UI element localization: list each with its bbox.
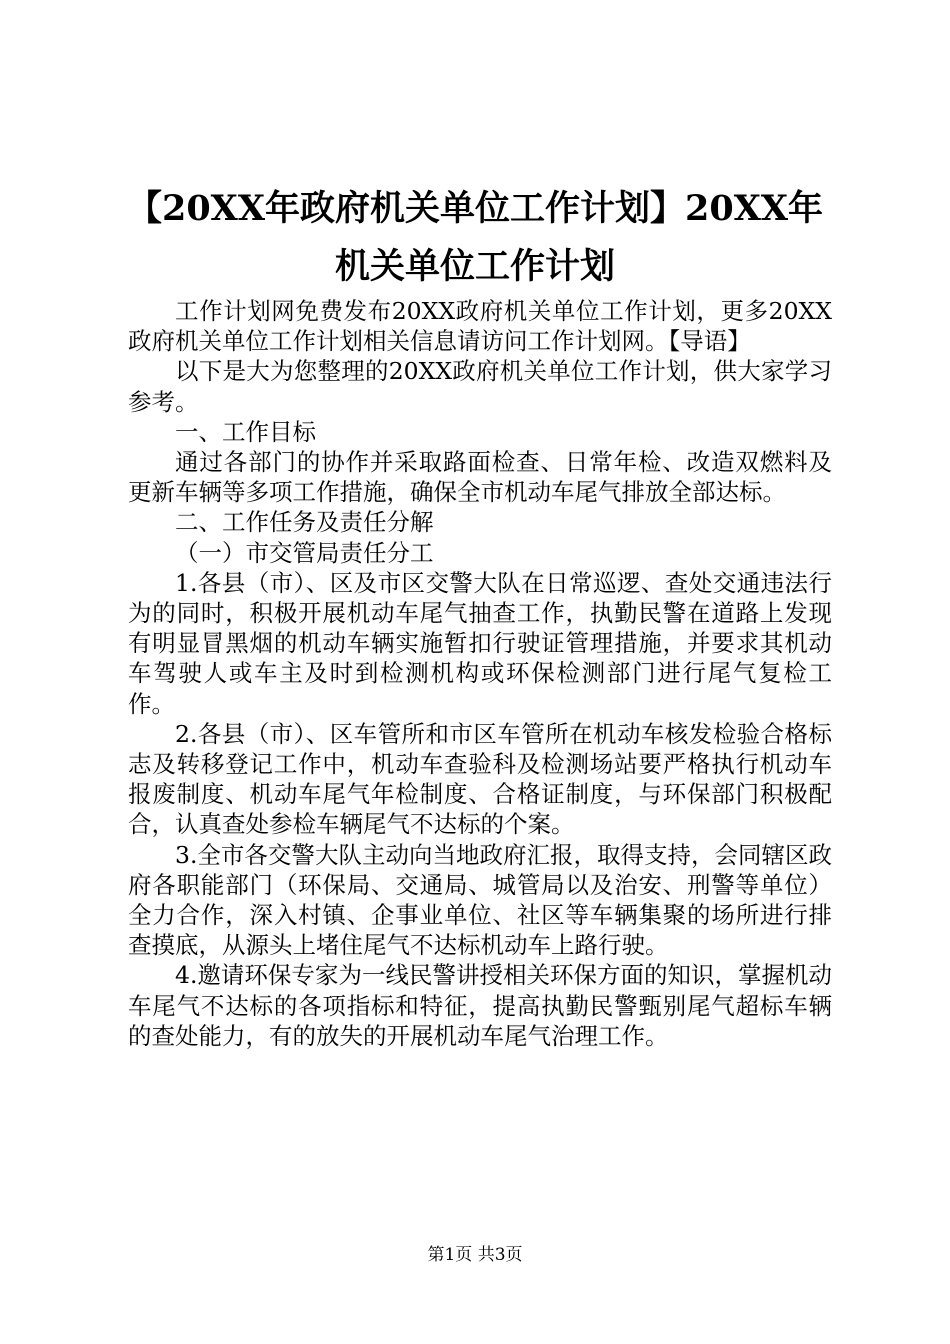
paragraph-item-2: 2.各县（市）、区车管所和市区车管所在机动车核发检验合格标志及转移登记工作中，机动车查验科及检测场站要严格执行机动车报废制度、机动车尾气年检制度、合格证制度，与环保部门积极配合，认真查处参检车辆尾气不达标的个案。 [128, 719, 832, 839]
paragraph-item-3: 3.全市各交警大队主动向当地政府汇报，取得支持，会同辖区政府各职能部门（环保局、交通局、城管局以及治安、刑警等单位）全力合作，深入村镇、企事业单位、社区等车辆集聚的场所进行排查摸底，从源头上堵住尾气不达标机动车上路行驶。 [128, 840, 832, 960]
paragraph-lead: 以下是大为您整理的20XX政府机关单位工作计划，供大家学习参考。 [128, 357, 832, 416]
paragraph-item-1: 1.各县（市）、区及市区交警大队在日常巡逻、查处交通违法行为的同时，积极开展机动车尾气抽查工作，执勤民警在道路上发现有明显冒黑烟的机动车辆实施暂扣行驶证管理措施，并要求其机动车驾驶人或车主及时到检测机构或环保检测部门进行尾气复检工作。 [128, 568, 832, 718]
heading-work-goal: 一、工作目标 [175, 417, 316, 446]
document-body [128, 296, 832, 1051]
paragraph-work-goal: 通过各部门的协作并采取路面检查、日常年检、改造双燃料及更新车辆等多项工作措施，确保全市机动车尾气排放全部达标。 [128, 448, 832, 507]
paragraph-intro: 工作计划网免费发布20XX政府机关单位工作计划，更多20XX政府机关单位工作计划相关信息请访问工作计划网。【导语】 [128, 297, 832, 356]
heading-subsection-1: （一）市交管局责任分工 [175, 538, 434, 567]
paragraph-item-4: 4.邀请环保专家为一线民警讲授相关环保方面的知识，掌握机动车尾气不达标的各项指标和特征，提高执勤民警甄别尾气超标车辆的查处能力，有的放失的开展机动车尾气治理工作。 [128, 961, 832, 1050]
document-title: 【20XX年政府机关单位工作计划】20XX年机关单位工作计划 [126, 188, 824, 287]
page-number-footer: 第1页 共3页 [427, 1245, 523, 1265]
heading-tasks: 二、工作任务及责任分解 [175, 508, 434, 537]
